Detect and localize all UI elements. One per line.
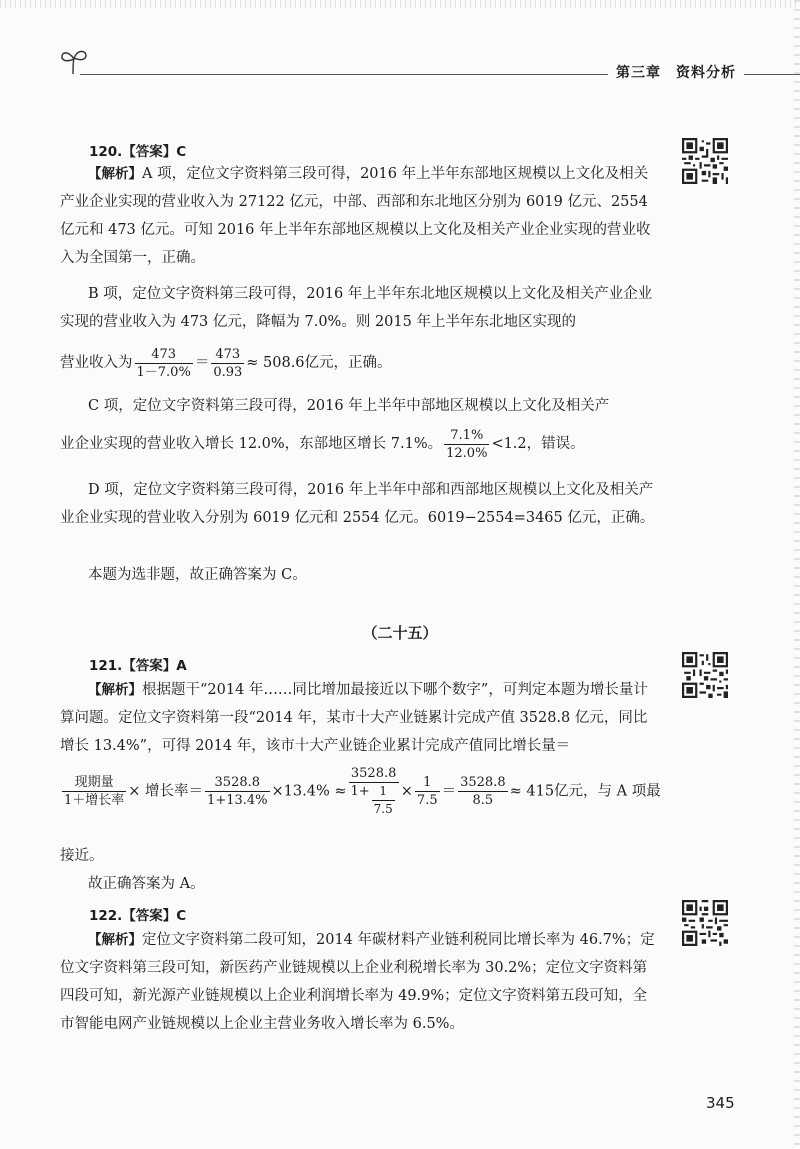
q120-c-formula-suffix: <1.2，错误。 <box>491 436 585 452</box>
numerator: 现期量 <box>62 774 126 792</box>
nested-fraction <box>372 783 395 818</box>
q122-analysis <box>60 926 660 1038</box>
q120-d-text: D 项，定位文字资料第三段可得，2016 年上半年中部和西部地区规模以上文化及相关产业企业实现的营业收入分别为 6019 亿元和 2554 亿元。6019−2554=3465 亿元，正确。 <box>60 482 655 526</box>
page-number: 345 <box>706 1094 735 1112</box>
q122-text: 定位文字资料第二段可知，2014 年碳材料产业链利税同比增长率为 46.7%；定位文字资料第三段可知，新医药产业链规模以上企业利税增长率为 30.2%；定位文字资料第四段可知，新光源产业链规模以上企业利润增长率为 49.9%；定位文字资料第五段可知，全市智能电网产业链规模以上企业主营业务收入增长率为 6.5%。 <box>60 932 655 1032</box>
q121-tail: 接近。 <box>60 848 104 864</box>
times-rate: × 增长率＝ <box>128 783 204 800</box>
q120-b-formula-suffix: ≈ 508.6亿元，正确。 <box>246 355 392 371</box>
numerator: 1 <box>372 783 395 801</box>
denominator: 1＋增长率 <box>64 793 125 808</box>
q121-answer: 121.【答案】A <box>89 658 187 674</box>
q120-c-formula <box>60 424 660 464</box>
analysis-label: 【解析】 <box>88 932 142 948</box>
fraction <box>205 774 269 809</box>
fraction <box>211 346 244 381</box>
numerator: 1 <box>415 774 440 792</box>
qr-code-graphic <box>682 652 728 698</box>
fraction <box>458 774 508 809</box>
q120-b-text: B 项，定位文字资料第三段可得，2016 年上半年东北地区规模以上文化及相关产业企业实现的营业收入为 473 亿元，降幅为 7.0%。则 2015 年上半年东北地区实现的 <box>60 286 653 330</box>
numerator: 7.1% <box>444 427 489 445</box>
fraction <box>415 774 440 809</box>
analysis-label: 【解析】 <box>88 166 142 182</box>
fraction <box>135 346 193 381</box>
header-rule-right <box>740 74 800 75</box>
fraction <box>62 774 126 809</box>
fraction <box>444 427 489 462</box>
q121-text: 根据题干“2014 年……同比增加最接近以下哪个数字”，可判定本题为增长量计算问题。定位文字资料第一段“2014 年，某市十大产业链累计完成产值 3528.8 亿元，同比增长 13.4%”，可得 2014 年，该市十大产业链企业累计完成产值同比增长量＝ <box>60 682 648 754</box>
q120-answer: 120.【答案】C <box>89 144 187 160</box>
denominator: 7.5 <box>373 802 393 816</box>
equals: ＝ <box>194 355 210 371</box>
q120-a-text: A 项，定位文字资料第三段可得，2016 年上半年东部地区规模以上文化及相关产业企业实现的营业收入为 27122 亿元，中部、西部和东北地区分别为 6019 亿元、2554 亿元和 473 亿元。可知 2016 年上半年东部地区规模以上文化及相关产业企业实现的营业收入为全国第一，正确。 <box>60 166 651 266</box>
running-header <box>40 38 800 88</box>
denominator: 8.5 <box>472 793 494 808</box>
q121-analysis <box>60 676 660 760</box>
denominator: 12.0% <box>446 445 488 461</box>
q121-formula <box>60 765 680 818</box>
numerator: 473 <box>135 346 193 364</box>
q122-answer: 122.【答案】C <box>89 908 187 924</box>
approx-rate: ×13.4% ≈ <box>271 783 347 800</box>
equals: ＝ <box>441 783 457 800</box>
page-scan-noise <box>0 0 800 8</box>
numerator: 473 <box>211 346 244 364</box>
denominator: 1+13.4% <box>207 793 268 808</box>
denominator-prefix: 1+ <box>350 784 370 799</box>
denominator: 7.5 <box>416 793 438 808</box>
q121-formula-suffix: ≈ 415亿元，与 A 项最 <box>509 783 661 800</box>
times-sign: × <box>400 783 413 800</box>
chapter-title: 第三章 资料分析 <box>608 62 744 82</box>
numerator: 3528.8 <box>349 765 399 783</box>
q120-c-text: C 项，定位文字资料第三段可得，2016 年上半年中部地区规模以上文化及相关产 <box>88 398 610 414</box>
qr-code-icon <box>682 652 728 698</box>
numerator: 3528.8 <box>460 775 506 790</box>
fraction <box>349 765 399 818</box>
q120-a-analysis <box>60 160 660 272</box>
qr-code-graphic <box>682 900 728 946</box>
q121-conclusion: 故正确答案为 A。 <box>88 876 205 892</box>
analysis-label: 【解析】 <box>88 682 142 698</box>
q120-c-formula-prefix: 业企业实现的营业收入增长 12.0%，东部地区增长 7.1%。 <box>60 436 443 452</box>
q120-conclusion: 本题为选非题，故正确答案为 C。 <box>88 567 307 583</box>
denominator <box>349 783 399 818</box>
numerator: 3528.8 <box>205 774 269 792</box>
section-title: （二十五） <box>362 624 438 642</box>
qr-code-icon <box>682 900 728 946</box>
q120-b-formula-prefix: 营业收入为 <box>60 355 133 371</box>
header-rule-left <box>80 74 640 75</box>
q120-b-formula <box>60 343 660 383</box>
qr-code-icon <box>682 138 728 184</box>
denominator: 1－7.0% <box>136 364 191 380</box>
denominator: 0.93 <box>213 364 243 380</box>
sprout-icon <box>58 46 90 76</box>
qr-code-graphic <box>682 138 728 184</box>
page-edge <box>794 0 800 1149</box>
